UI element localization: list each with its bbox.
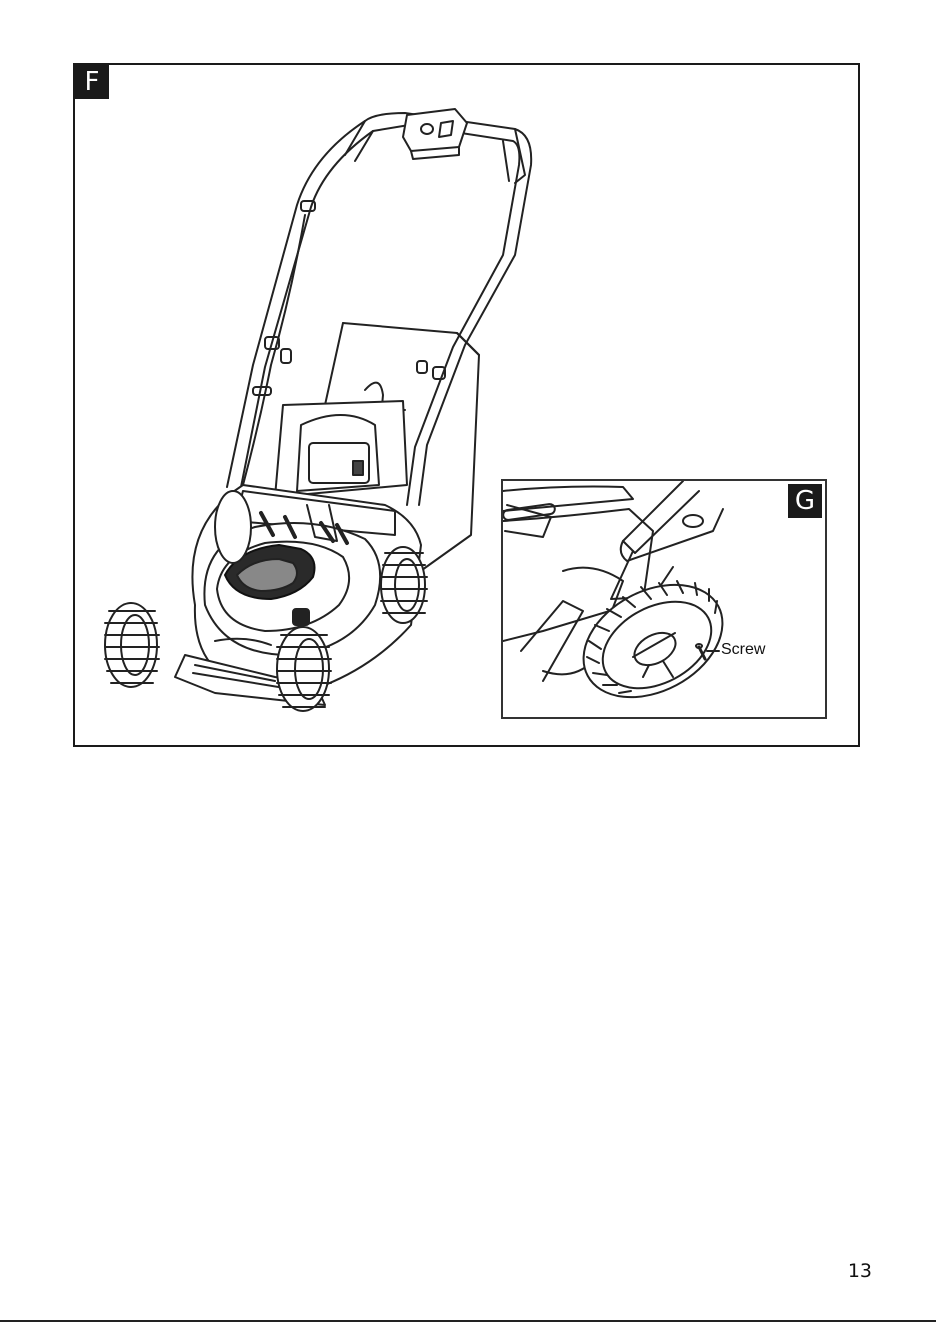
footer-rule [0,1320,936,1322]
wheel-closeup-illustration [503,481,827,719]
figure-g-inset [501,479,827,719]
page-number: 13 [847,1260,872,1282]
figure-g-label: G [788,484,822,518]
figure-f-label: F [75,65,109,99]
screw-callout-label: Screw [721,641,766,658]
